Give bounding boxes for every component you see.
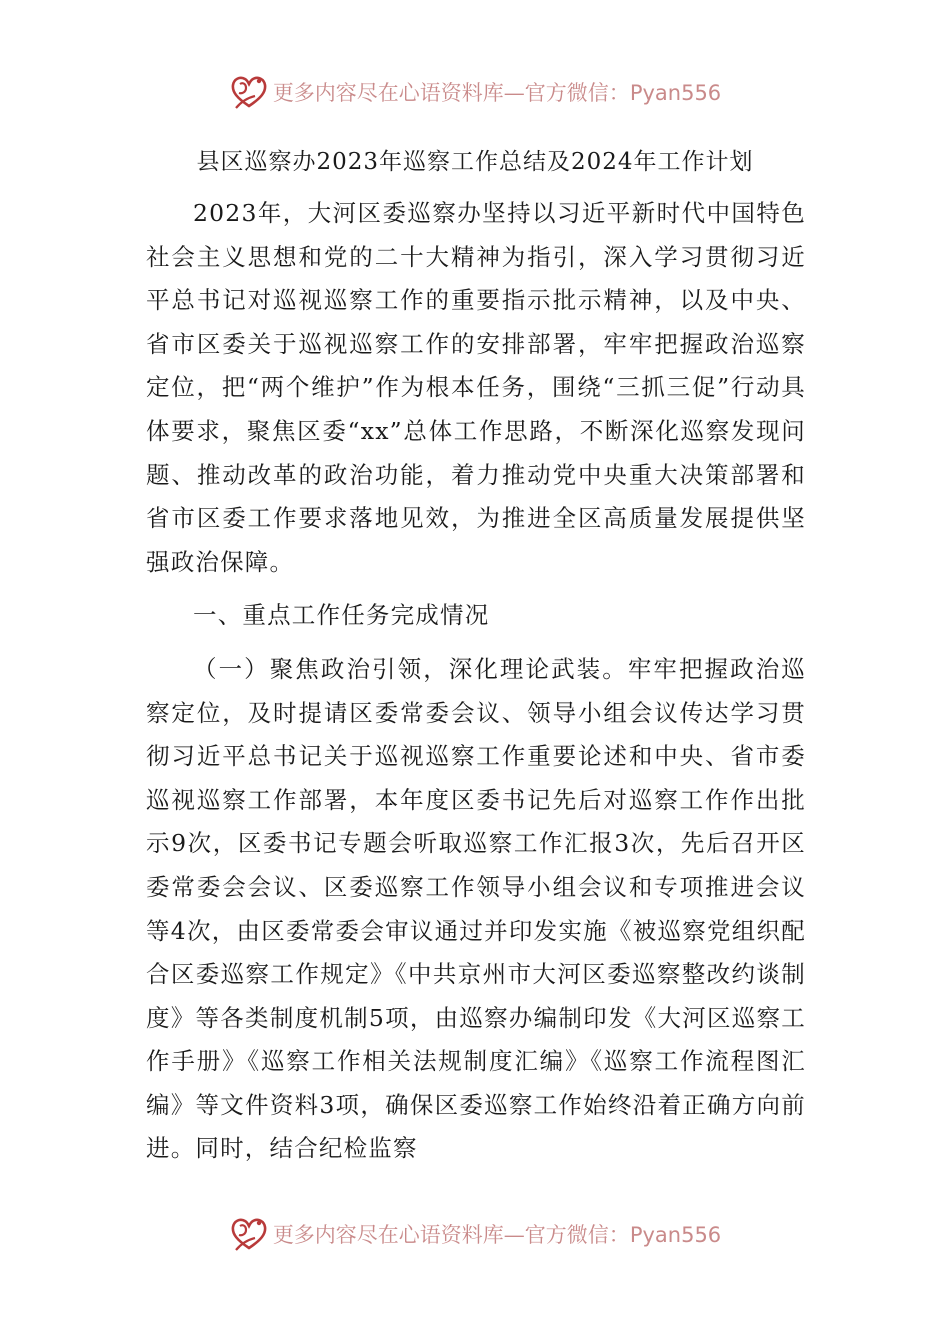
watermark-label: 更多内容尽在心语资料库—官方微信： [272,81,630,105]
watermark-text [273,1219,721,1249]
watermark-label: 更多内容尽在心语资料库—官方微信： [272,1223,630,1247]
watermark-wechat-id: Pyan556 [629,81,722,105]
watermark-header [0,70,950,114]
watermark-text [273,77,721,107]
document-title: 县区巡察办2023年巡察工作总结及2024年工作计划 [196,149,754,175]
intro-paragraph: 2023年，大河区委巡察办坚持以习近平新时代中国特色社会主义思想和党的二十大精神为指引，深入学习贯彻习近平总书记对巡视巡察工作的重要指示批示精神，以及中央、省市区委关于巡视巡察工作的安排部署，牢牢把握政治巡察定位，把“两个维护”作为根本任务，围绕“三抓三促”行动具体要求，聚焦区委“xx”总体工作思路，不断深化巡察发现问题、推动改革的政治功能，着力推动党中央重大决策部署和省市区委工作要求落地见效，为推进全区高质量发展提供坚强政治保障。 [146,199,806,576]
heart-logo-icon [229,1214,269,1254]
document-body [146,192,806,1171]
heart-logo-icon [229,72,269,112]
watermark-footer [0,1212,950,1256]
section-heading: 一、重点工作任务完成情况 [193,601,490,630]
body-paragraph: （一）聚焦政治引领，深化理论武装。牢牢把握政治巡察定位，及时提请区委常委会议、领导小组会议传达学习贯彻习近平总书记关于巡视巡察工作重要论述和中央、省市委巡视巡察工作部署，本年度区委书记先后对巡察工作作出批示9次，区委书记专题会听取巡察工作汇报3次，先后召开区委常委会会议、区委巡察工作领导小组会议和专项推进会议等4次，由区委常委会审议通过并印发实施《被巡察党组织配合区委巡察工作规定》《中共京州市大河区委巡察整改约谈制度》等各类制度机制5项，由巡察办编制印发《大河区巡察工作手册》《巡察工作相关法规制度汇编》《巡察工作流程图汇编》等文件资料3项，确保区委巡察工作始终沿着正确方向前进。同时，结合纪检监察 [146,654,806,1163]
watermark-wechat-id: Pyan556 [629,1223,722,1247]
